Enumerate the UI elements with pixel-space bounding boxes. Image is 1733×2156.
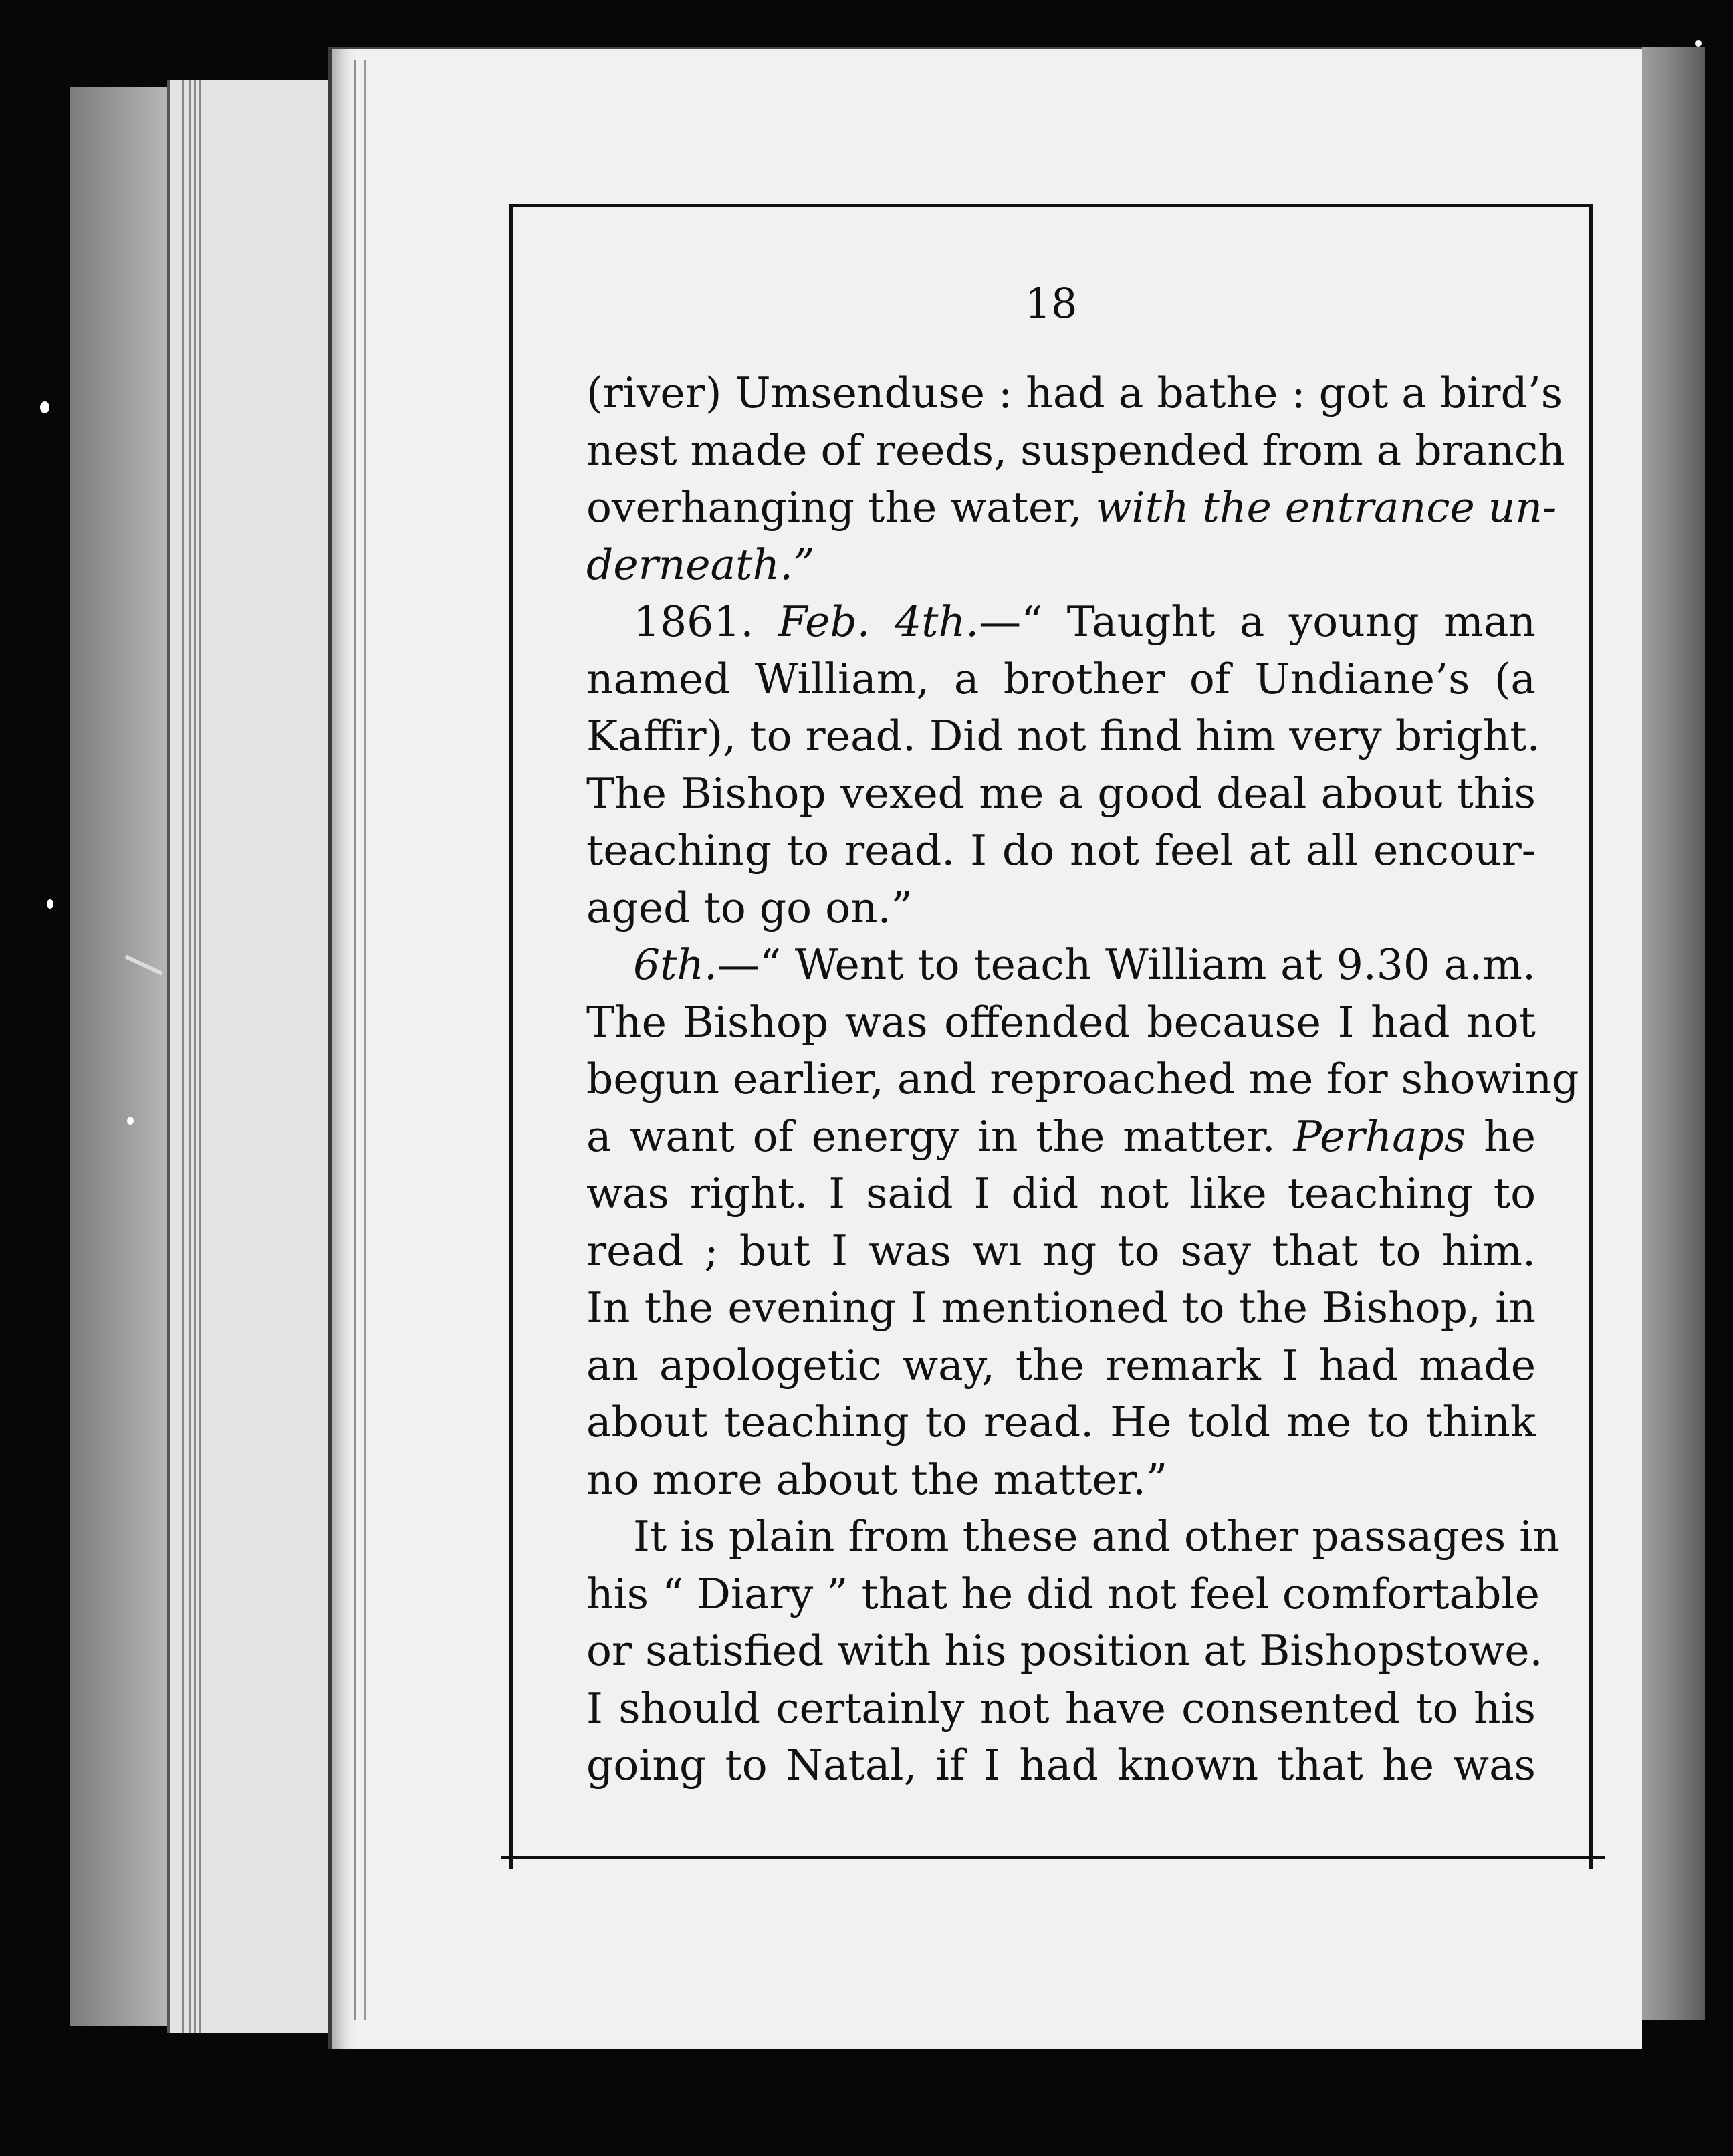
text-run: I should certainly not have consented to his xyxy=(586,1683,1536,1733)
text-line xyxy=(586,1051,1579,1108)
text-run: a want of energy in the matter. xyxy=(586,1111,1294,1161)
text-line xyxy=(586,651,1536,708)
body-text xyxy=(586,364,1579,1794)
text-run: named William, a brother of Undiane’s (a xyxy=(586,654,1536,704)
text-line xyxy=(586,765,1536,823)
text-run: an apologetic way, the remark I had made xyxy=(586,1340,1536,1390)
page-edge-lines xyxy=(354,60,366,2020)
text-run: —“ Went to teach William at 9.30 a.m. xyxy=(717,940,1536,989)
text-line xyxy=(586,1108,1536,1166)
text-run: 6th. xyxy=(633,940,717,989)
text-run: overhanging the water, xyxy=(586,483,1096,532)
page-number: 18 xyxy=(1024,279,1078,328)
frame-bottom-rule xyxy=(501,1856,1605,1859)
text-run: or satisfied with his position at Bishopstowe. xyxy=(586,1626,1543,1675)
text-run: begun earlier, and reproached me for showing xyxy=(586,1055,1579,1103)
text-run: his “ Diary ” that he did not feel comfortable xyxy=(586,1569,1540,1618)
text-run: derneath.” xyxy=(586,540,815,589)
text-run: teaching to read. I do not feel at all encour- xyxy=(586,826,1536,875)
text-line xyxy=(586,1222,1536,1280)
text-line xyxy=(586,593,1536,651)
text-run: was right. I said I did not like teaching to xyxy=(586,1169,1536,1218)
film-speck xyxy=(47,899,53,909)
text-line xyxy=(586,936,1536,994)
text-line xyxy=(586,1737,1536,1794)
text-run: Feb. 4th. xyxy=(778,597,979,646)
text-run: It is plain from these and other passages in xyxy=(633,1512,1560,1561)
text-line xyxy=(586,1165,1536,1222)
text-line xyxy=(586,479,1557,536)
text-run: going to Natal, if I had known that he was xyxy=(586,1741,1536,1790)
text-run: he xyxy=(1466,1111,1536,1161)
text-run: In the evening I mentioned to the Bishop, in xyxy=(586,1283,1536,1332)
text-line xyxy=(586,879,1536,937)
film-speck xyxy=(1695,40,1702,47)
book-left-page-stack xyxy=(167,80,330,2033)
text-frame xyxy=(509,204,1593,1869)
text-run: about teaching to read. He told me to think xyxy=(586,1398,1536,1446)
text-run: no more about the matter.” xyxy=(586,1454,1168,1504)
text-run: nest made of reeds, suspended from a branch xyxy=(586,425,1565,475)
film-speck xyxy=(40,401,49,413)
text-run: 1861. xyxy=(633,597,778,646)
text-run: —“ Taught a young man xyxy=(979,597,1536,646)
text-run: Kaffir), to read. Did not find him very bright. xyxy=(586,712,1540,760)
text-run: read ; but I was wı ng to say that to him. xyxy=(586,1226,1536,1275)
text-line xyxy=(586,1279,1536,1337)
text-line xyxy=(586,708,1540,765)
text-run: with the entrance un- xyxy=(1095,483,1557,532)
text-run: The Bishop was offended because I had not xyxy=(586,997,1536,1047)
text-line xyxy=(586,1451,1536,1509)
text-line xyxy=(586,422,1565,479)
film-speck xyxy=(127,1117,134,1125)
text-line xyxy=(586,364,1563,422)
text-line xyxy=(586,822,1536,879)
text-line xyxy=(586,1680,1536,1737)
text-run: aged to go on.” xyxy=(586,883,913,932)
text-line xyxy=(586,1337,1536,1394)
text-line xyxy=(586,1566,1540,1623)
text-run: Perhaps xyxy=(1293,1111,1466,1161)
text-run: The Bishop vexed me a good deal about this xyxy=(586,768,1536,818)
text-line xyxy=(586,1622,1543,1680)
text-line xyxy=(586,994,1536,1051)
text-line xyxy=(586,536,1536,594)
text-run: (river) Umsenduse : had a bathe : got a bird’s xyxy=(586,368,1563,417)
text-line xyxy=(586,1508,1560,1566)
text-line xyxy=(586,1394,1536,1451)
